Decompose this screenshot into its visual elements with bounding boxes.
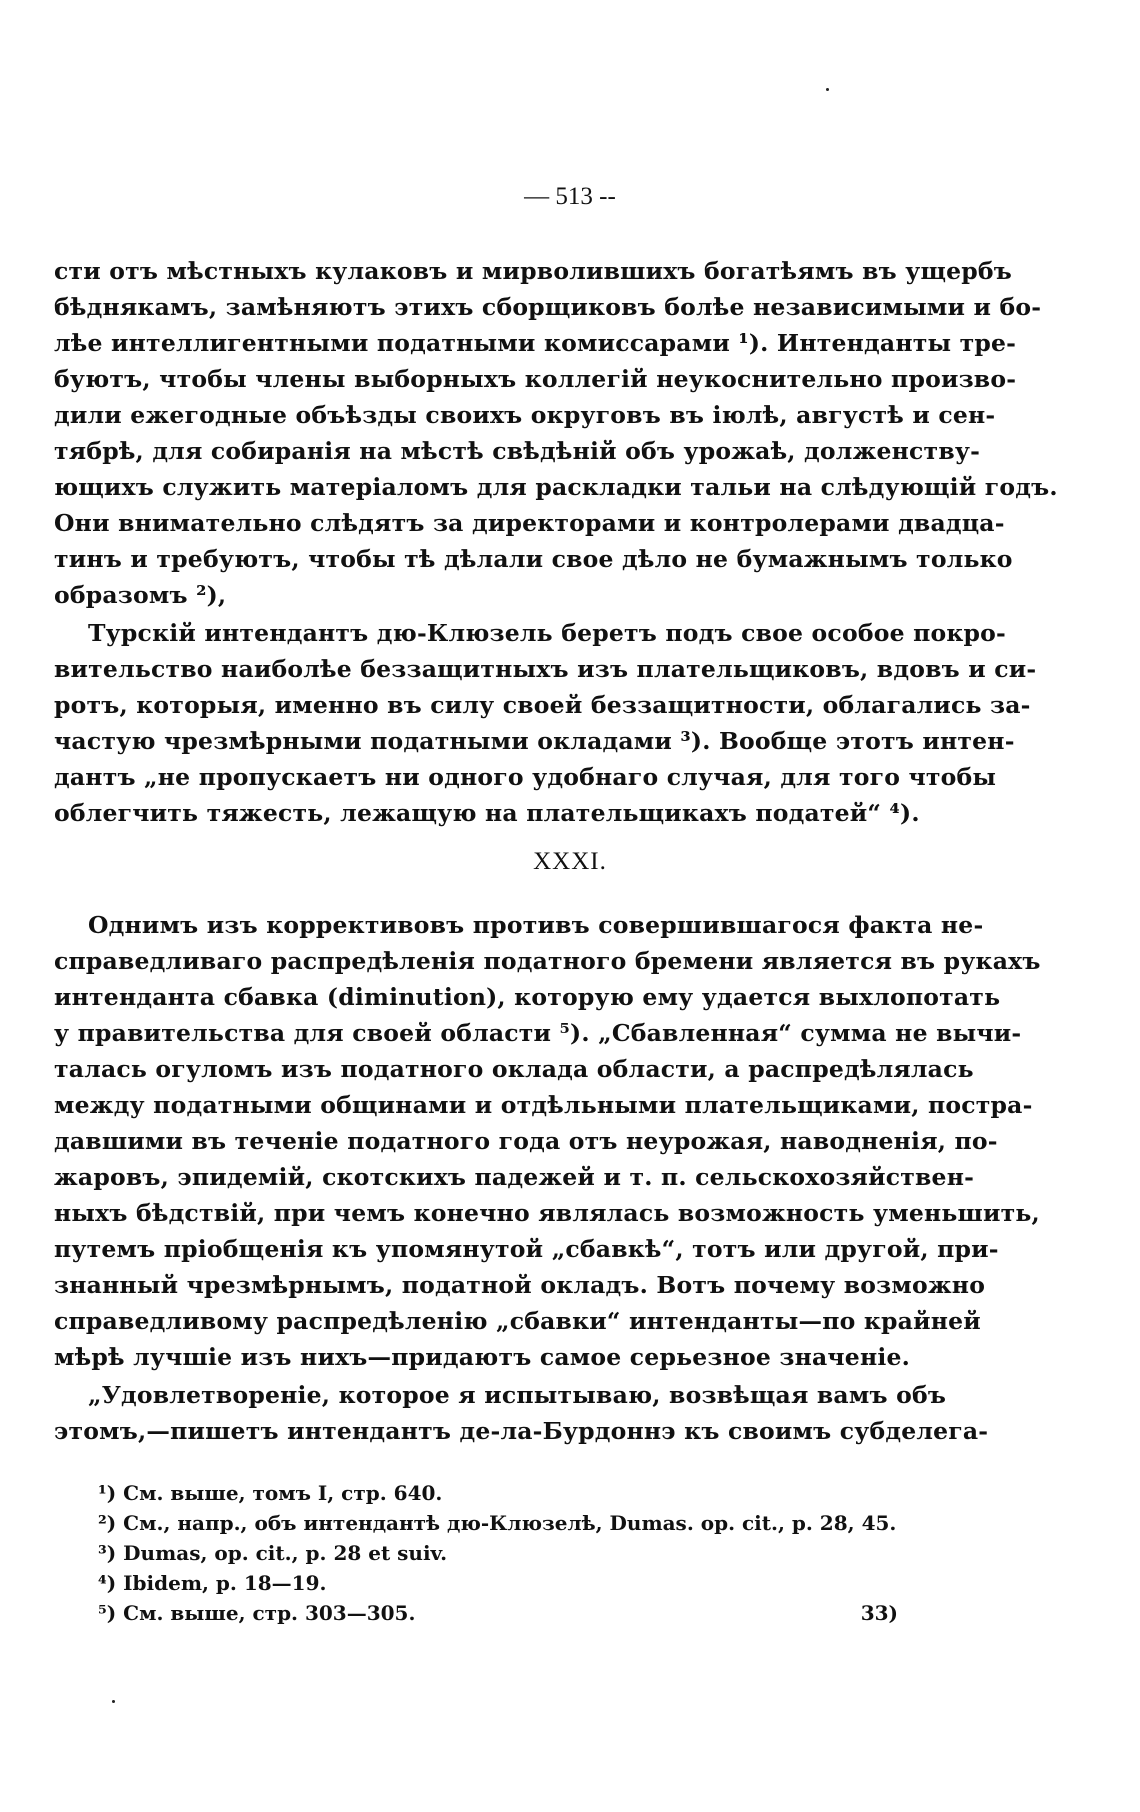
text-line: ющихъ служить матеріаломъ для раскладки тальи на слѣдующій годъ. <box>54 473 1058 501</box>
text-line: образомъ ²), <box>54 581 227 609</box>
paragraph-turskiy <box>54 615 1037 831</box>
page-number: — 513 -- <box>524 183 616 210</box>
text-line: знанный чрезмѣрнымъ, податной окладъ. Вотъ почему возможно <box>54 1271 986 1299</box>
footnote: ³) Dumas, op. cit., p. 28 et suiv. <box>98 1541 448 1565</box>
text-line: бѣднякамъ, замѣняютъ этихъ сборщиковъ болѣе независимыми и бо- <box>54 293 1042 321</box>
text-line: справедливаго распредѣленія податного бремени является въ рукахъ <box>54 947 1041 975</box>
text-line: жаровъ, эпидемій, скотскихъ падежей и т. п. сельскохозяйствен- <box>54 1163 975 1191</box>
text-line: Турскій интендантъ дю-Клюзель беретъ подъ свое особое покро- <box>88 619 1007 647</box>
paragraph-sbavka <box>54 907 1041 1375</box>
text-line: тябрѣ, для собиранія на мѣстѣ свѣдѣній объ урожаѣ, долженству- <box>54 437 981 465</box>
text-line: справедливому распредѣленію „сбавки“ интенданты—по крайней <box>54 1307 981 1335</box>
footnote: ⁵) См. выше, стр. 303—305. <box>98 1601 416 1625</box>
text-line: Однимъ изъ коррективовъ противъ совершившагося факта не- <box>88 911 984 939</box>
text-line: вительство наиболѣе беззащитныхъ изъ плательщиковъ, вдовъ и си- <box>54 655 1037 683</box>
text-line: буютъ, чтобы члены выборныхъ коллегій неукоснительно произво- <box>54 365 1017 393</box>
stray-mark-top-right <box>826 88 829 91</box>
text-line: лѣе интеллигентными податными комиссарами ¹). Интенданты тре- <box>54 329 1017 357</box>
text-line: этомъ,—пишетъ интендантъ де-ла-Бурдоннэ къ своимъ субделега- <box>54 1417 989 1445</box>
footnote: ¹) См. выше, томъ I, стр. 640. <box>98 1481 443 1505</box>
footnote: ²) См., напр., объ интендантѣ дю-Клюзелѣ, Dumas. op. cit., p. 28, 45. <box>98 1511 897 1535</box>
text-line: тинъ и требуютъ, чтобы тѣ дѣлали свое дѣло не бумажнымъ только <box>54 545 1013 573</box>
footnotes <box>98 1478 898 1628</box>
text-line: ныхъ бѣдствій, при чемъ конечно являлась возможность уменьшить, <box>54 1199 1040 1227</box>
printer-signature: 33) <box>860 1601 898 1625</box>
text-line: „Удовлетвореніе, которое я испытываю, возвѣщая вамъ объ <box>88 1381 947 1409</box>
section-heading: XXXI. <box>533 848 607 875</box>
text-line: мѣрѣ лучшіе изъ нихъ—придаютъ самое серьезное значеніе. <box>54 1343 911 1371</box>
text-line: у правительства для своей области ⁵). „Сбавленная“ сумма не вычи- <box>54 1019 1022 1047</box>
text-line: дантъ „не пропускаетъ ни одного удобнаго случая, для того чтобы <box>54 763 997 791</box>
footnote: ⁴) Ibidem, p. 18—19. <box>98 1571 327 1595</box>
paragraph-continuation <box>54 253 1058 613</box>
text-line: частую чрезмѣрными податными окладами ³). Вообще этотъ интен- <box>54 727 1015 755</box>
text-line: облегчить тяжесть, лежащую на плательщикахъ податей“ ⁴). <box>54 799 920 827</box>
text-line: путемъ пріобщенія къ упомянутой „сбавкѣ“, тотъ или другой, при- <box>54 1235 999 1263</box>
text-line: между податными общинами и отдѣльными плательщиками, постра- <box>54 1091 1033 1119</box>
text-line: сти отъ мѣстныхъ кулаковъ и мирволившихъ богатѣямъ въ ущербъ <box>54 257 1012 285</box>
stray-mark-bottom-left <box>112 1700 115 1703</box>
text-line: Они внимательно слѣдятъ за директорами и контролерами двадца- <box>54 509 1005 537</box>
text-line: талась огуломъ изъ податного оклада области, а распредѣлялась <box>54 1055 974 1083</box>
text-line: давшими въ теченіе податного года отъ неурожая, наводненія, по- <box>54 1127 998 1155</box>
text-line: дили ежегодные объѣзды своихъ округовъ въ іюлѣ, августѣ и сен- <box>54 401 996 429</box>
text-line: интенданта сбавка (diminution), которую ему удается выхлопотать <box>54 983 1001 1011</box>
paragraph-quote <box>54 1377 989 1449</box>
footnote-last <box>98 1598 898 1628</box>
text-line: ротъ, которыя, именно въ силу своей беззащитности, облагались за- <box>54 691 1031 719</box>
